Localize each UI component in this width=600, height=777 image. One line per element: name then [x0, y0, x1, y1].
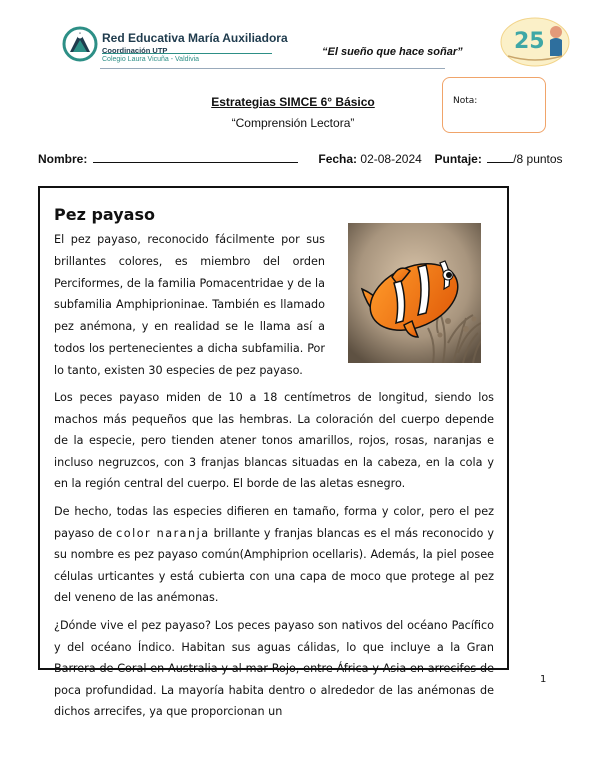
- body-text: [54, 387, 494, 729]
- name-label: Nombre:: [38, 152, 88, 166]
- org-school: Colegio Laura Vicuña - Valdivia: [102, 56, 200, 63]
- score-field[interactable]: [487, 151, 513, 163]
- intro-paragraph: El pez payaso, reconocido fácilmente por sus brillantes colores, es miembro del orden Perciformes, de la familia Pomacentridae y de la subfamilia Amphiprioninae. También es llamado pez anémona, y en realidad se le llama así a todos los pertenecientes a dicha subfamilia. Por lo tanto, existen 30 especies de pez payaso.: [54, 233, 325, 377]
- anniversary-logo: [498, 16, 572, 68]
- grade-label: Nota:: [453, 96, 478, 106]
- doc-subtitle: “Comprensión Lectora”: [231, 116, 355, 130]
- student-info-line: [38, 151, 563, 167]
- header-line: [100, 68, 445, 69]
- date-label: Fecha:: [318, 152, 358, 166]
- body-paragraph-2: [54, 501, 494, 609]
- body-paragraph-2-emphasis: color naranja: [116, 526, 210, 540]
- body-paragraph-1: Los peces payaso miden de 10 a 18 centímetros de longitud, siendo los machos más pequeños que las hembras. La coloración del cuerpo depende de la especie, pero tienden atener tonos amarillos, rojos, rosas, naranjas e incluso negruzcos, con 3 franjas blancas situadas en la cabeza, en la cola y en la región central del cuerpo. El borde de las aletas esnegro.: [54, 391, 494, 491]
- grade-box[interactable]: [442, 77, 546, 133]
- date-value: 02-08-2024: [360, 152, 422, 166]
- doc-title: Estrategias SIMCE 6° Básico: [211, 95, 375, 109]
- body-paragraph-2-start: De hecho, todas las especies difieren en tamaño, forma y color, pero el pez payaso de: [54, 504, 494, 540]
- body-paragraph-2-end: brillante y franjas blancas es el más reconocido y su nombre es pez payaso común(Amphiprion ocellaris). Además, la piel posee células urticantes y está cubierta con una capa de moco que protege al pez del veneno de las anémonas.: [54, 526, 494, 605]
- reading-frame: [38, 186, 509, 719]
- name-field[interactable]: [93, 151, 298, 163]
- reading-title: Pez payaso: [54, 205, 155, 224]
- school-logo: [62, 24, 98, 64]
- clownfish-photo: [348, 223, 481, 363]
- org-coordination: Coordinación UTP: [102, 46, 168, 55]
- score-suffix: /8 puntos: [513, 152, 563, 166]
- motto: “El sueño que hace soñar”: [322, 46, 463, 58]
- page-number: 1: [540, 674, 547, 685]
- score-label: Puntaje:: [434, 152, 482, 166]
- org-name: Red Educativa María Auxiliadora: [102, 31, 288, 45]
- anniversary-number: 25: [514, 29, 545, 54]
- body-paragraph-3: ¿Dónde vive el pez payaso? Los peces payaso son nativos del océano Pacífico y del océano Índico. Habitan sus aguas cálidas, lo que incluye a la Gran Barrera de Coral en Australia y al mar Rojo, entre África y Asia en arrecifes de poca profundidad. La mayoría habita dentro o alrededor de las anémonas de dichos arrecifes, ya que proporcionan un: [54, 618, 494, 719]
